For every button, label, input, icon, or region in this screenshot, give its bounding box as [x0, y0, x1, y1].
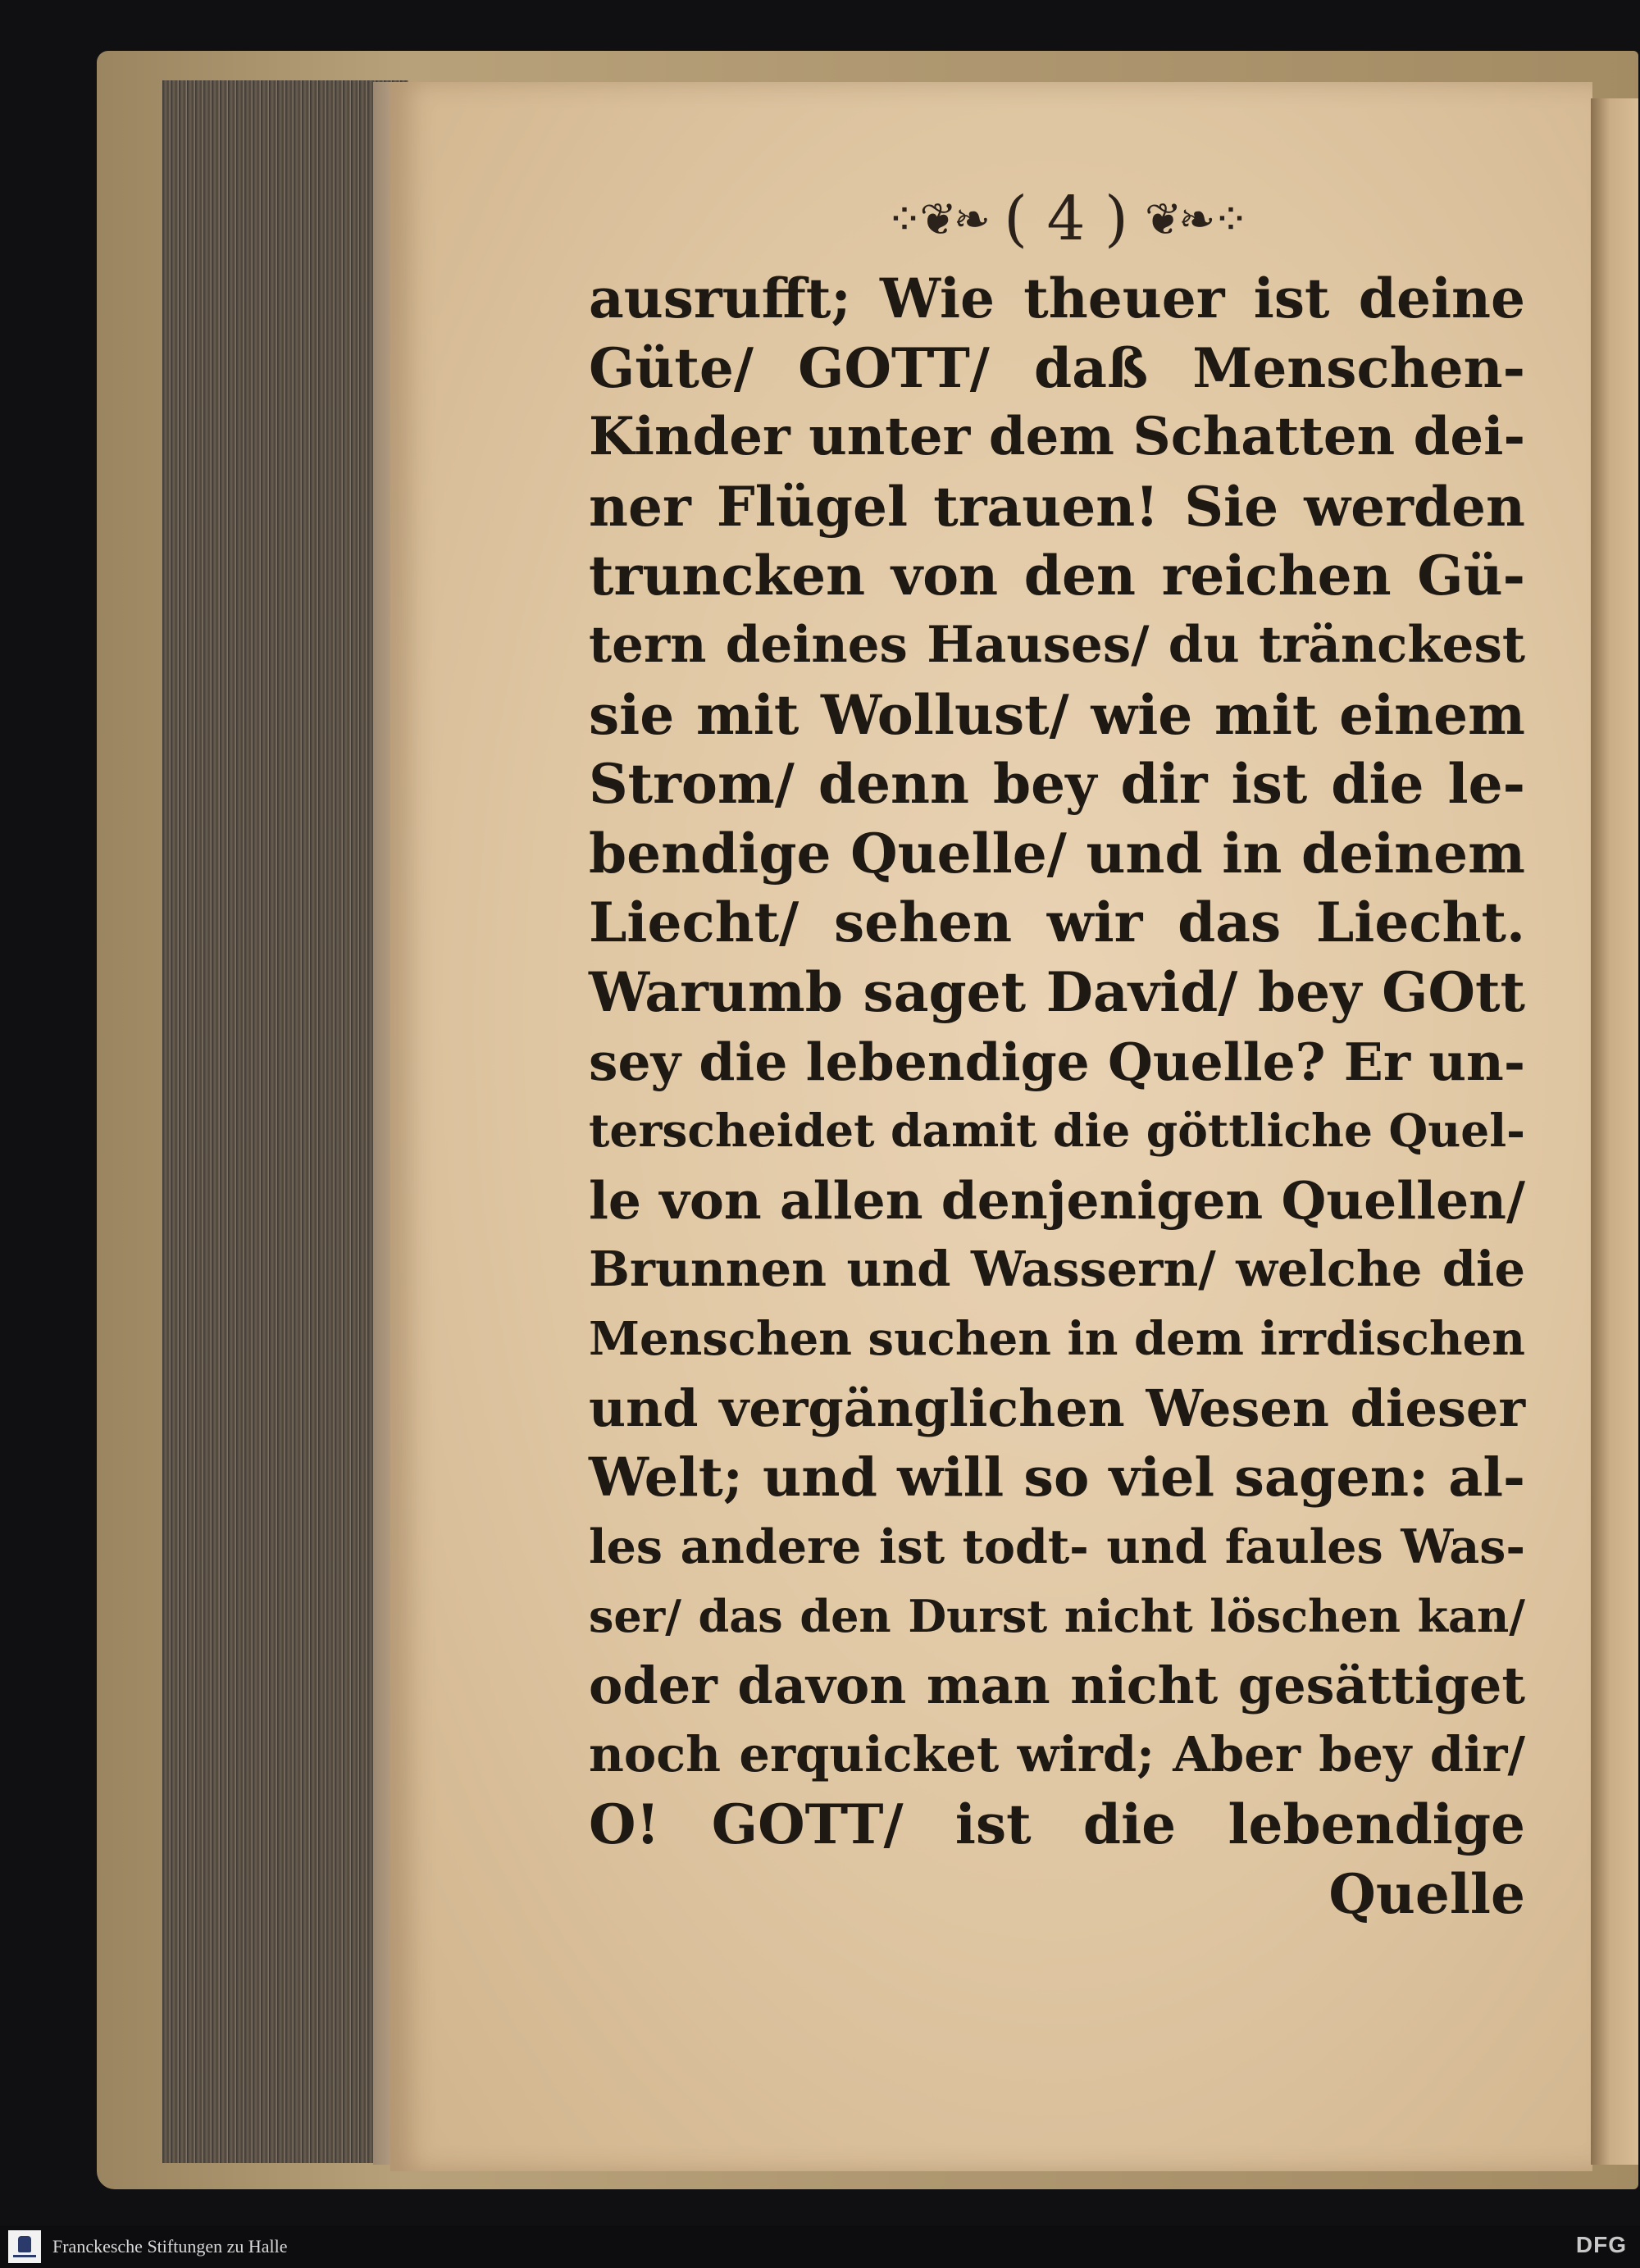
text-line: Kinder unter dem Schatten dei- [589, 406, 1525, 468]
text-line: sey die lebendige Quelle? Er un- [589, 1031, 1525, 1092]
text-line: truncken von den reichen Gü- [589, 544, 1525, 608]
text-line: Welt; und will so viel sagen: al- [589, 1446, 1525, 1510]
text-line: Güte/ GOTT/ daß Menschen- [589, 335, 1525, 400]
ornament-left: ⁘❦❧ [886, 193, 988, 245]
institution-name: Franckesche Stiftungen zu Halle [52, 2236, 288, 2257]
ornament-right: ❦❧⁘ [1144, 193, 1246, 245]
text-line: bendige Quelle/ und in deinem [589, 821, 1525, 886]
text-line: sie mit Wollust/ wie mit einem [589, 682, 1525, 747]
text-line: Liecht/ sehen wir das Liecht. [589, 890, 1525, 955]
text-line: terscheidet damit die göttliche Quel- [589, 1104, 1525, 1158]
institution-logo-icon [8, 2230, 41, 2263]
dfg-logo: DFG [1575, 2232, 1627, 2257]
text-line: Brunnen und Wassern/ welche die [589, 1241, 1525, 1298]
text-line: ser/ das den Durst nicht löschen kan/ [589, 1590, 1525, 1643]
text-line: tern deines Hauses/ du tränckest [589, 615, 1525, 674]
text-line: ner Flügel trauen! Sie werden [589, 474, 1525, 539]
text-line: oder davon man nicht gesättiget [589, 1655, 1525, 1715]
text-line: Warumb saget David/ bey GOtt [589, 959, 1525, 1024]
body-text [589, 264, 1525, 1929]
text-line: le von allen denjenigen Quellen/ [589, 1169, 1525, 1231]
page-block-edges [162, 80, 408, 2163]
footer-bar [0, 2225, 1640, 2268]
catchword: Quelle [1328, 1861, 1525, 1926]
text-line: les andere ist todt- und faules Was- [589, 1519, 1525, 1574]
text-line: Menschen suchen in dem irrdischen [589, 1311, 1525, 1366]
running-head [853, 182, 1279, 256]
page-number: ( 4 ) [1004, 184, 1128, 254]
next-page-edge [1591, 98, 1638, 2165]
text-line: und vergänglichen Wesen dieser [589, 1378, 1525, 1438]
text-line: noch erquicket wird; Aber bey dir/ [589, 1726, 1525, 1783]
text-line: Strom/ denn bey dir ist die le- [589, 752, 1525, 817]
text-line: ausrufft; Wie theuer ist deine [589, 266, 1525, 330]
text-line: O! GOTT/ ist die lebendige [589, 1792, 1525, 1857]
